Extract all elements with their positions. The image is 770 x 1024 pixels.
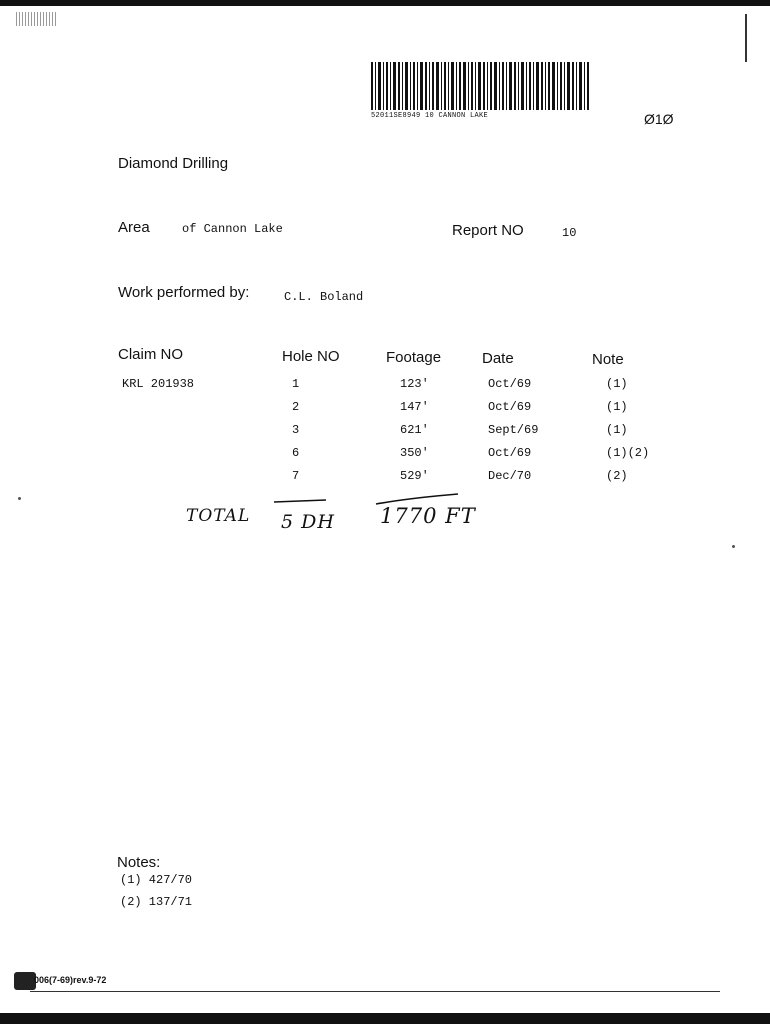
- cell-date: Sept/69: [488, 423, 539, 437]
- cell-hole: 3: [292, 423, 300, 437]
- notes-label: Notes:: [117, 854, 161, 871]
- scan-speck: [18, 497, 21, 500]
- table-row: [0, 446, 770, 464]
- note-item: (2) 137/71: [120, 895, 193, 909]
- scan-top-border: [0, 0, 770, 6]
- scan-speck: [732, 545, 735, 548]
- cell-note: (1): [606, 400, 628, 414]
- cell-date: Oct/69: [488, 377, 532, 391]
- scan-smudge: [14, 972, 36, 990]
- cell-note: (2): [606, 469, 628, 483]
- column-header-hole: Hole NO: [282, 348, 340, 365]
- document-code: Ø1Ø: [644, 111, 674, 127]
- report-number-value: 10: [562, 226, 577, 240]
- document-title: Diamond Drilling: [118, 155, 229, 172]
- cell-claim: KRL 201938: [122, 377, 195, 391]
- note-item: (1) 427/70: [120, 873, 193, 887]
- table-row: [0, 469, 770, 487]
- column-header-claim: Claim NO: [118, 346, 184, 363]
- cell-note: (1): [606, 423, 628, 437]
- cell-hole: 1: [292, 377, 300, 391]
- cell-note: (1)(2): [606, 446, 650, 460]
- report-number-label: Report NO: [452, 222, 524, 239]
- cell-footage: 350': [400, 446, 429, 460]
- cell-footage: 147': [400, 400, 429, 414]
- work-performed-label: Work performed by:: [118, 284, 250, 301]
- cell-date: Oct/69: [488, 400, 532, 414]
- column-header-note: Note: [592, 351, 624, 368]
- cell-footage: 123': [400, 377, 429, 391]
- cell-hole: 7: [292, 469, 300, 483]
- total-label: TOTAL: [186, 506, 251, 526]
- scan-bottom-border: [0, 1013, 770, 1024]
- cell-footage: 621': [400, 423, 429, 437]
- cell-date: Dec/70: [488, 469, 532, 483]
- table-row: [0, 400, 770, 418]
- cell-hole: 6: [292, 446, 300, 460]
- area-label: Area: [118, 219, 150, 236]
- cell-date: Oct/69: [488, 446, 532, 460]
- cell-hole: 2: [292, 400, 300, 414]
- column-header-footage: Footage: [386, 349, 442, 366]
- barcode-caption: 52011SE8949 10 CANNON LAKE: [371, 112, 489, 120]
- barcode: [371, 62, 589, 110]
- scan-edge-mark: [745, 14, 747, 62]
- total-holes: 5 DH: [281, 511, 335, 533]
- form-number: 006(7-69)rev.9-72: [34, 975, 107, 985]
- work-performed-value: C.L. Boland: [284, 290, 364, 304]
- total-footage: 1770 FT: [380, 504, 476, 528]
- scan-noise: [16, 12, 56, 26]
- form-bottom-rule: [30, 991, 720, 992]
- area-value: of Cannon Lake: [182, 222, 283, 236]
- table-row: [0, 377, 770, 395]
- cell-note: (1): [606, 377, 628, 391]
- column-header-date: Date: [482, 350, 514, 367]
- table-row: [0, 423, 770, 441]
- cell-footage: 529': [400, 469, 429, 483]
